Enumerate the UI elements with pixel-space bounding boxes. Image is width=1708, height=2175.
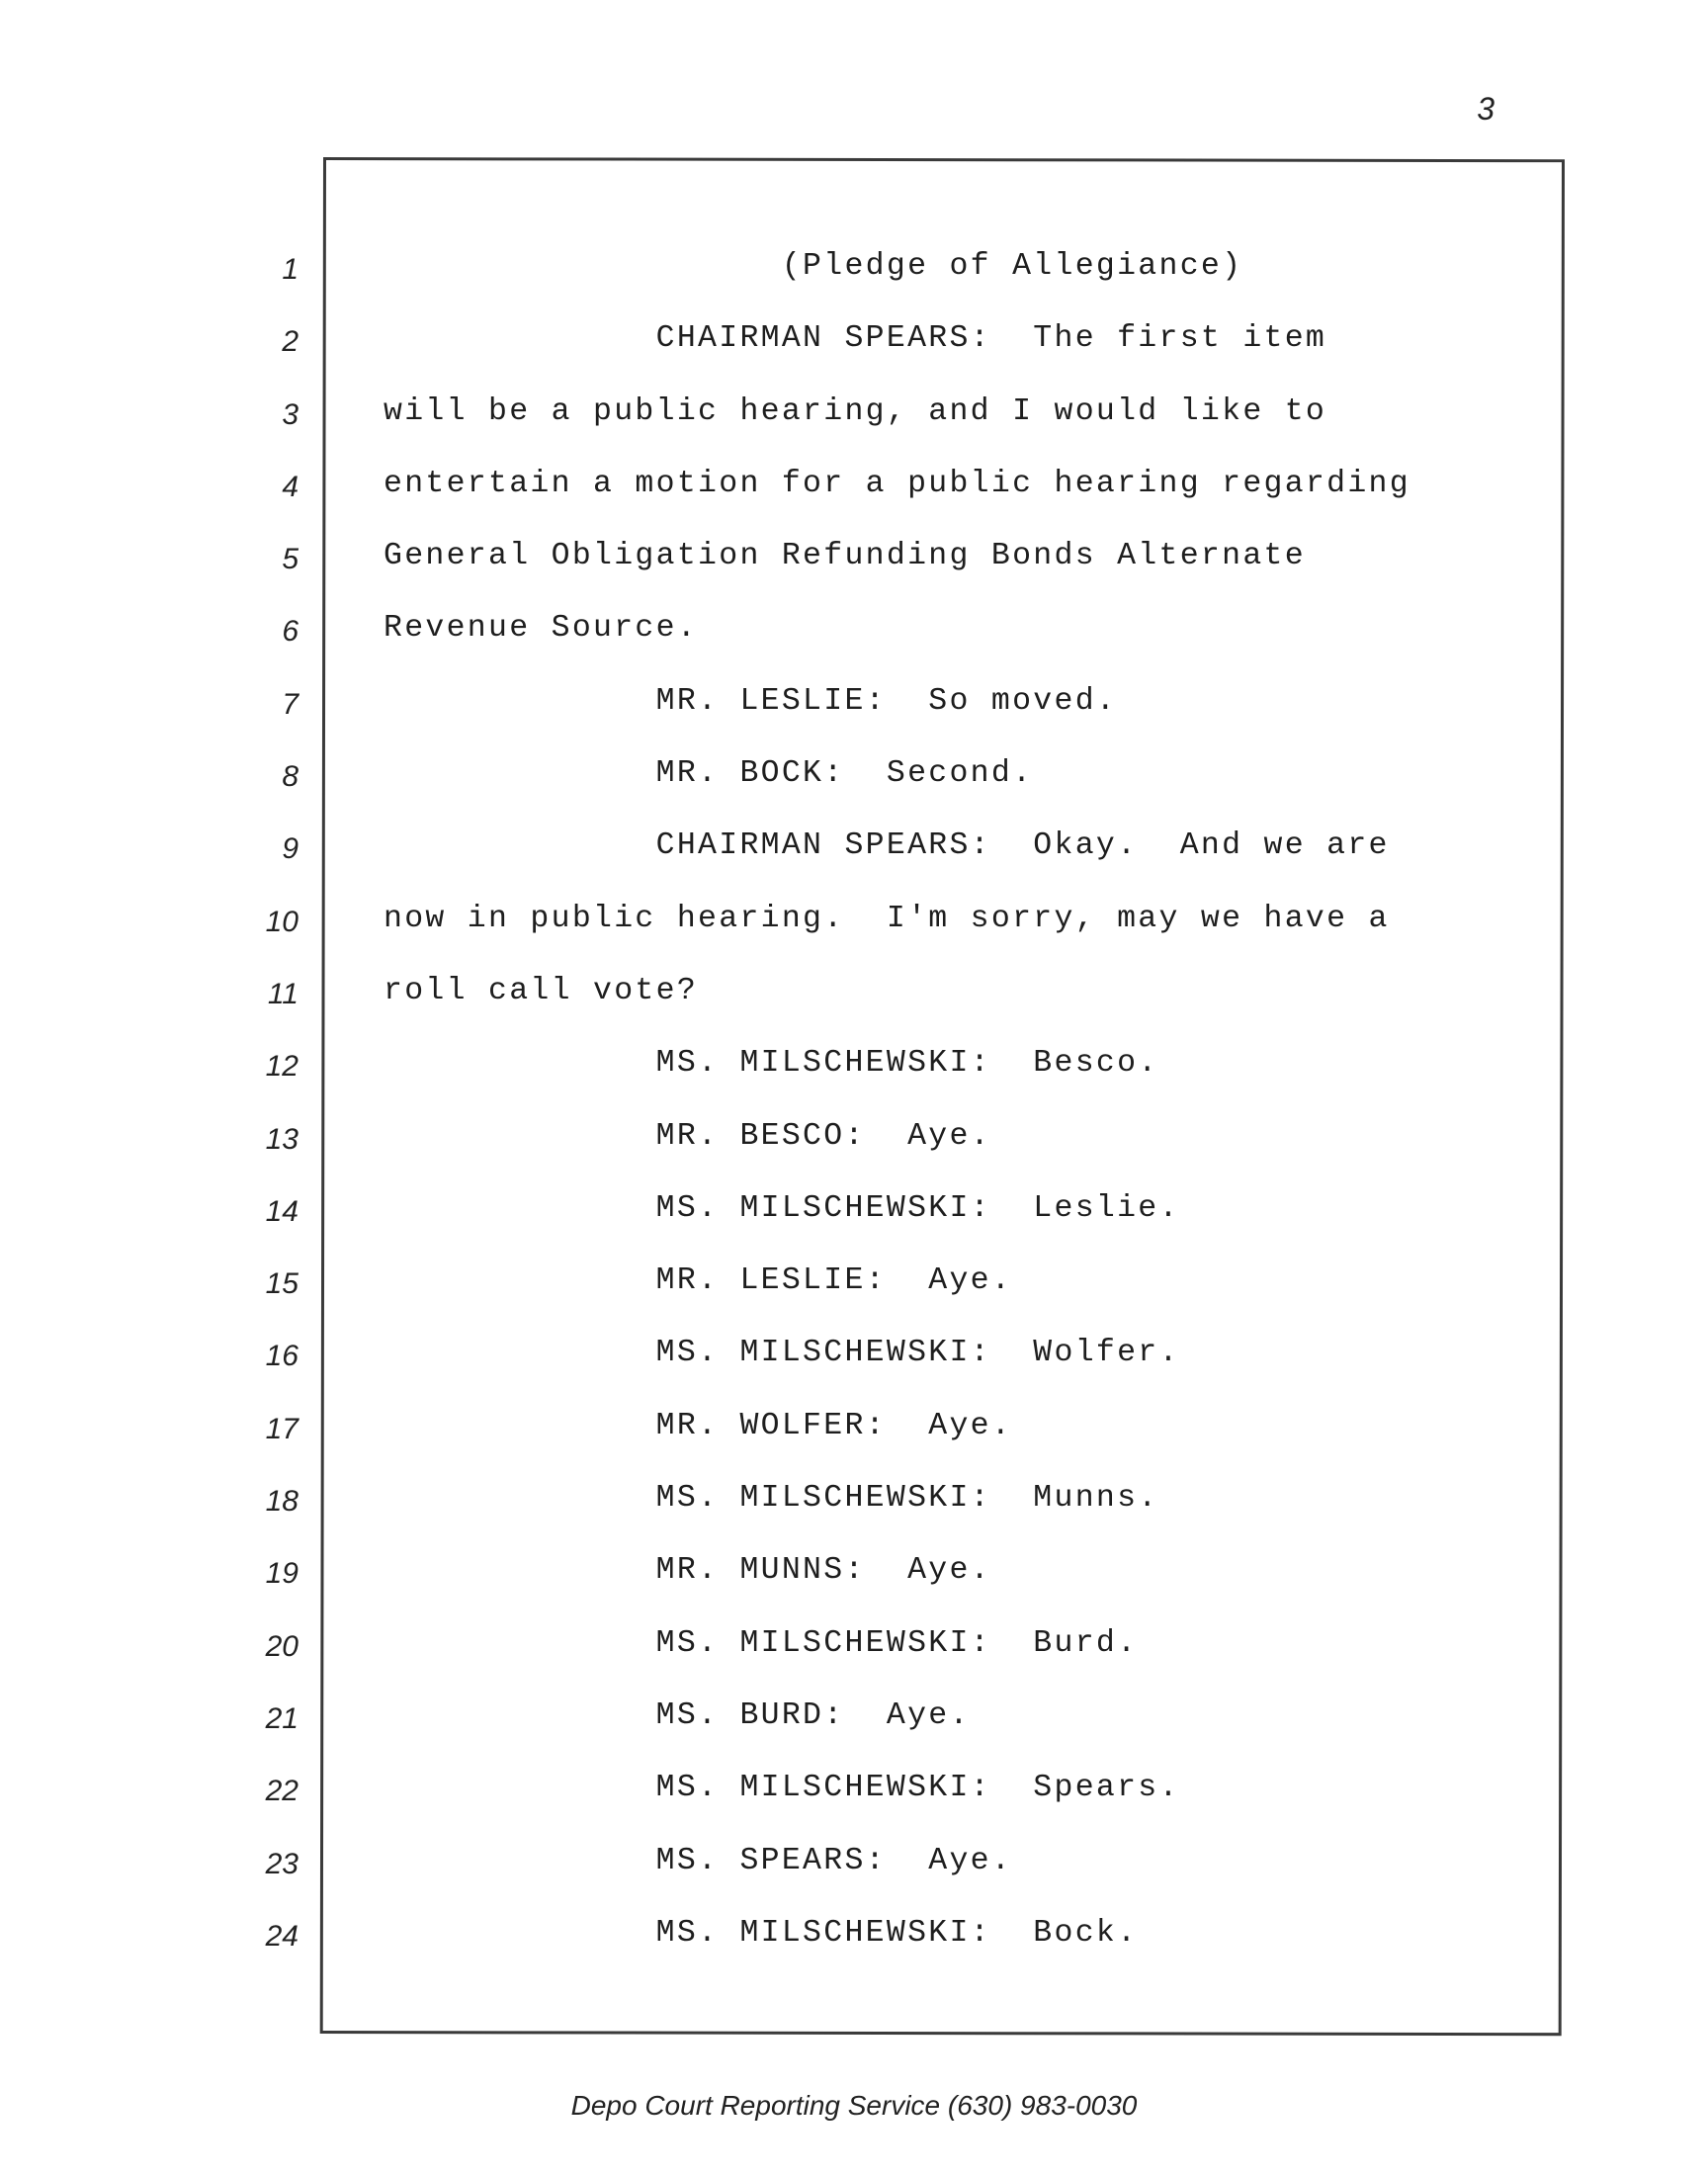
line-number: 16 bbox=[265, 1340, 299, 1373]
line-number: 6 bbox=[282, 615, 299, 649]
transcript-line bbox=[0, 1260, 1708, 1332]
transcript-line bbox=[0, 391, 1708, 463]
transcript-line bbox=[0, 317, 1708, 390]
line-text: MR. LESLIE: So moved. bbox=[384, 683, 1118, 719]
line-number: 11 bbox=[267, 977, 299, 1010]
line-text: MS. MILSCHEWSKI: Leslie. bbox=[384, 1190, 1180, 1226]
line-text: entertain a motion for a public hearing regarding bbox=[384, 466, 1410, 501]
line-number: 20 bbox=[265, 1629, 299, 1663]
line-number: 14 bbox=[265, 1194, 299, 1228]
line-text: General Obligation Refunding Bonds Alternate bbox=[384, 539, 1306, 574]
line-number: 18 bbox=[265, 1485, 299, 1519]
line-number: 24 bbox=[265, 1919, 299, 1953]
line-text: roll call vote? bbox=[384, 973, 699, 1008]
transcript-line bbox=[0, 898, 1708, 970]
line-text: MS. MILSCHEWSKI: Bock. bbox=[384, 1915, 1139, 1951]
transcript-line bbox=[0, 463, 1708, 535]
page-number: 3 bbox=[1477, 91, 1494, 127]
transcript-line bbox=[0, 1767, 1708, 1839]
line-number: 12 bbox=[265, 1050, 299, 1084]
transcript-line bbox=[0, 825, 1708, 897]
line-number: 13 bbox=[265, 1122, 299, 1156]
line-text: will be a public hearing, and I would like to bbox=[384, 393, 1327, 429]
line-text: (Pledge of Allegiance) bbox=[384, 249, 1243, 284]
line-number: 3 bbox=[282, 397, 299, 431]
transcript-line bbox=[0, 1549, 1708, 1621]
line-text: MR. MUNNS: Aye. bbox=[384, 1553, 991, 1589]
line-text: MS. MILSCHEWSKI: Wolfer. bbox=[384, 1336, 1180, 1371]
line-text: CHAIRMAN SPEARS: The first item bbox=[384, 321, 1327, 357]
line-text: MS. SPEARS: Aye. bbox=[384, 1843, 1013, 1878]
transcript-line bbox=[0, 1840, 1708, 1912]
line-text: now in public hearing. I'm sorry, may we have a bbox=[384, 901, 1390, 936]
line-number: 19 bbox=[265, 1557, 299, 1591]
line-number: 22 bbox=[265, 1775, 299, 1808]
transcript-line bbox=[0, 752, 1708, 825]
transcript-line bbox=[0, 1912, 1708, 1984]
line-text: MS. BURD: Aye. bbox=[384, 1697, 971, 1733]
transcript-line bbox=[0, 970, 1708, 1042]
transcript-line bbox=[0, 1332, 1708, 1404]
line-text: MR. BESCO: Aye. bbox=[384, 1118, 991, 1154]
line-number: 23 bbox=[265, 1847, 299, 1880]
line-number: 15 bbox=[265, 1267, 299, 1301]
transcript-line bbox=[0, 1695, 1708, 1767]
line-text: MS. MILSCHEWSKI: Burd. bbox=[384, 1625, 1139, 1661]
line-number: 17 bbox=[265, 1412, 299, 1445]
line-number: 10 bbox=[265, 905, 299, 938]
transcript-line bbox=[0, 1187, 1708, 1260]
transcript-line bbox=[0, 680, 1708, 752]
line-number: 21 bbox=[265, 1701, 299, 1735]
transcript-line bbox=[0, 245, 1708, 317]
line-number: 4 bbox=[282, 470, 299, 503]
line-text: CHAIRMAN SPEARS: Okay. And we are bbox=[384, 828, 1390, 864]
transcript-line bbox=[0, 1622, 1708, 1695]
line-text: MS. MILSCHEWSKI: Spears. bbox=[384, 1771, 1180, 1806]
line-text: Revenue Source. bbox=[384, 611, 699, 647]
transcript-line bbox=[0, 1405, 1708, 1477]
line-number: 1 bbox=[282, 253, 299, 286]
line-text: MS. MILSCHEWSKI: Besco. bbox=[384, 1046, 1159, 1082]
transcript-line bbox=[0, 607, 1708, 679]
line-number: 8 bbox=[282, 760, 299, 794]
line-text: MR. WOLFER: Aye. bbox=[384, 1408, 1013, 1443]
line-text: MR. BOCK: Second. bbox=[384, 756, 1034, 792]
transcript-line bbox=[0, 1042, 1708, 1114]
transcript-lines bbox=[0, 245, 1708, 1984]
line-number: 9 bbox=[282, 832, 299, 866]
line-text: MR. LESLIE: Aye. bbox=[384, 1263, 1013, 1299]
line-text: MS. MILSCHEWSKI: Munns. bbox=[384, 1481, 1159, 1517]
transcript-line bbox=[0, 1115, 1708, 1187]
transcript-line bbox=[0, 535, 1708, 607]
line-number: 7 bbox=[282, 687, 299, 721]
line-number: 2 bbox=[282, 325, 299, 359]
footer-reporting-service: Depo Court Reporting Service (630) 983-0030 bbox=[570, 2090, 1138, 2121]
line-number: 5 bbox=[282, 543, 299, 576]
transcript-line bbox=[0, 1477, 1708, 1549]
